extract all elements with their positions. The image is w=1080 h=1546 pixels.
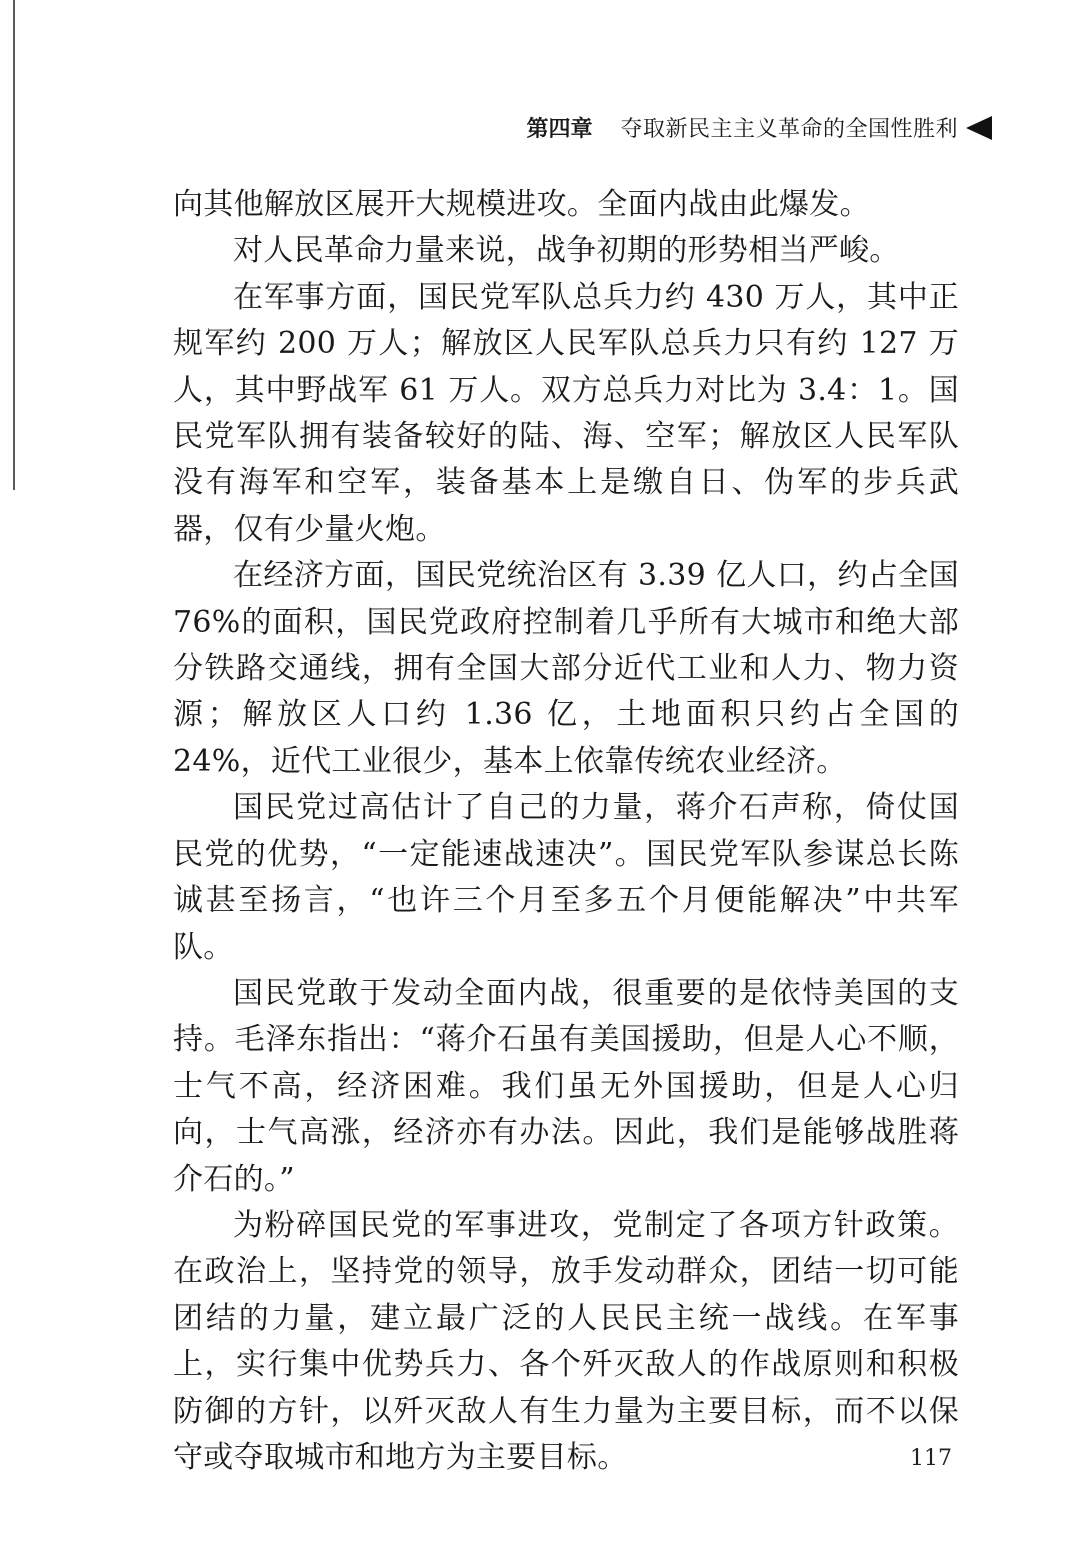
paragraph-overestimate: 国民党过高估计了自己的力量，蒋介石声称，倚仗国民党的优势，“一定能速战速决”。国民党军队参谋总长陈诚甚至扬言，“也许三个月至多五个月便能解决”中共军队。 [173, 790, 959, 965]
paragraph-economy: 在经济方面，国民党统治区有 3.39 亿人口，约占全国 76%的面积，国民党政府控制着几乎所有大城市和绝大部分铁路交通线，拥有全国大部分近代工业和人力、物力资源；解放区人口约 1.36 亿，土地面积只约占全国的 24%，近代工业很少，基本上依靠传统农业经济。 [173, 558, 959, 779]
paragraph-military: 在军事方面，国民党军队总兵力约 430 万人，其中正规军约 200 万人；解放区人民军队总兵力只有约 127 万人，其中野战军 61 万人。双方总兵力对比为 3.4：1。国民党军队拥有装备较好的陆、海、空军；解放区人民军队没有海军和空军，装备基本上是缴自日、伪军的步兵武器，仅有少量火炮。 [173, 279, 959, 547]
running-header [526, 112, 992, 143]
chapter-label: 第四章 [526, 117, 593, 142]
paragraph-us-support: 国民党敢于发动全面内战，很重要的是依恃美国的支持。毛泽东指出：“蒋介石虽有美国援助，但是人心不顺，士气不高，经济困难。我们虽无外国援助，但是人心归向，士气高涨，经济亦有办法。因此，我们是能够战胜蒋介石的。” [173, 975, 959, 1197]
body-text [173, 182, 959, 1481]
page-number: 117 [910, 1446, 952, 1471]
paragraph: 对人民革命力量来说，战争初期的形势相当严峻。 [233, 233, 900, 269]
binding-edge-line [13, 0, 15, 490]
left-triangle-icon [966, 116, 992, 140]
paragraph-policy: 为粉碎国民党的军事进攻，党制定了各项方针政策。在政治上，坚持党的领导，放手发动群众，团结一切可能团结的力量，建立最广泛的人民民主统一战线。在军事上，实行集中优势兵力、各个歼灭敌人的作战原则和积极防御的方针，以歼灭敌人有生力量为主要目标，而不以保守或夺取城市和地方为主要目标。 [173, 1207, 959, 1475]
paragraph-continued: 向其他解放区展开大规模进攻。全面内战由此爆发。 [173, 187, 870, 222]
chapter-title: 夺取新民主主义革命的全国性胜利 [620, 117, 958, 142]
